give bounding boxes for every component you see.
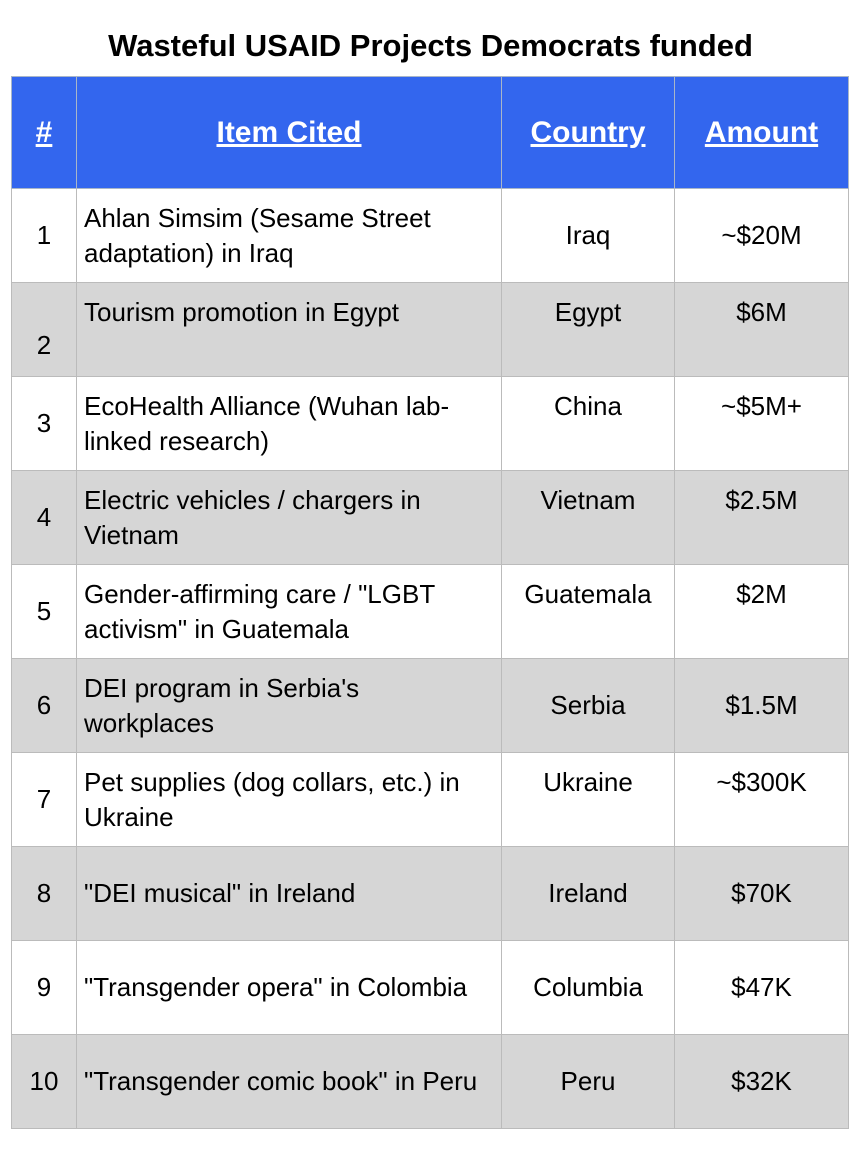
table-row — [12, 659, 849, 753]
row-number: 4 — [12, 471, 77, 565]
header-country: Country — [502, 77, 675, 189]
row-number: 10 — [12, 1035, 77, 1129]
row-item: Pet supplies (dog collars, etc.) in Ukraine — [77, 753, 502, 847]
row-country: Iraq — [502, 189, 675, 283]
row-amount: $47K — [675, 941, 849, 1035]
row-item: Gender-affirming care / "LGBT activism" in Guatemala — [77, 565, 502, 659]
table-row — [12, 753, 849, 847]
row-number: 3 — [12, 377, 77, 471]
row-country: Vietnam — [502, 471, 675, 565]
table-row — [12, 565, 849, 659]
row-amount: ~$300K — [675, 753, 849, 847]
row-country: Serbia — [502, 659, 675, 753]
row-item: Ahlan Simsim (Sesame Street adaptation) in Iraq — [77, 189, 502, 283]
row-item: "Transgender comic book" in Peru — [77, 1035, 502, 1129]
row-country: Ukraine — [502, 753, 675, 847]
table-row — [12, 847, 849, 941]
row-item: "Transgender opera" in Colombia — [77, 941, 502, 1035]
row-number: 8 — [12, 847, 77, 941]
row-number: 2 — [12, 283, 77, 377]
row-amount: $2M — [675, 565, 849, 659]
projects-table — [11, 76, 849, 1129]
row-amount: ~$20M — [675, 189, 849, 283]
row-country: Egypt — [502, 283, 675, 377]
row-number: 5 — [12, 565, 77, 659]
row-number: 1 — [12, 189, 77, 283]
table-row — [12, 941, 849, 1035]
header-item-cited: Item Cited — [77, 77, 502, 189]
table-row — [12, 283, 849, 377]
header-amount: Amount — [675, 77, 849, 189]
row-number: 9 — [12, 941, 77, 1035]
table-header-row — [12, 77, 849, 189]
table-row — [12, 377, 849, 471]
row-item: Electric vehicles / chargers in Vietnam — [77, 471, 502, 565]
row-amount: $1.5M — [675, 659, 849, 753]
table-row — [12, 189, 849, 283]
table-row — [12, 471, 849, 565]
row-item: Tourism promotion in Egypt — [77, 283, 502, 377]
row-amount: $6M — [675, 283, 849, 377]
row-item: EcoHealth Alliance (Wuhan lab-linked research) — [77, 377, 502, 471]
row-country: Peru — [502, 1035, 675, 1129]
row-country: Ireland — [502, 847, 675, 941]
row-country: China — [502, 377, 675, 471]
row-item: DEI program in Serbia's workplaces — [77, 659, 502, 753]
row-amount: $2.5M — [675, 471, 849, 565]
row-number: 6 — [12, 659, 77, 753]
table-row — [12, 1035, 849, 1129]
row-item: "DEI musical" in Ireland — [77, 847, 502, 941]
header-number: # — [12, 77, 77, 189]
row-number: 7 — [12, 753, 77, 847]
page-title: Wasteful USAID Projects Democrats funded — [108, 28, 753, 63]
row-amount: $32K — [675, 1035, 849, 1129]
row-country: Columbia — [502, 941, 675, 1035]
row-country: Guatemala — [502, 565, 675, 659]
row-amount: $70K — [675, 847, 849, 941]
row-amount: ~$5M+ — [675, 377, 849, 471]
